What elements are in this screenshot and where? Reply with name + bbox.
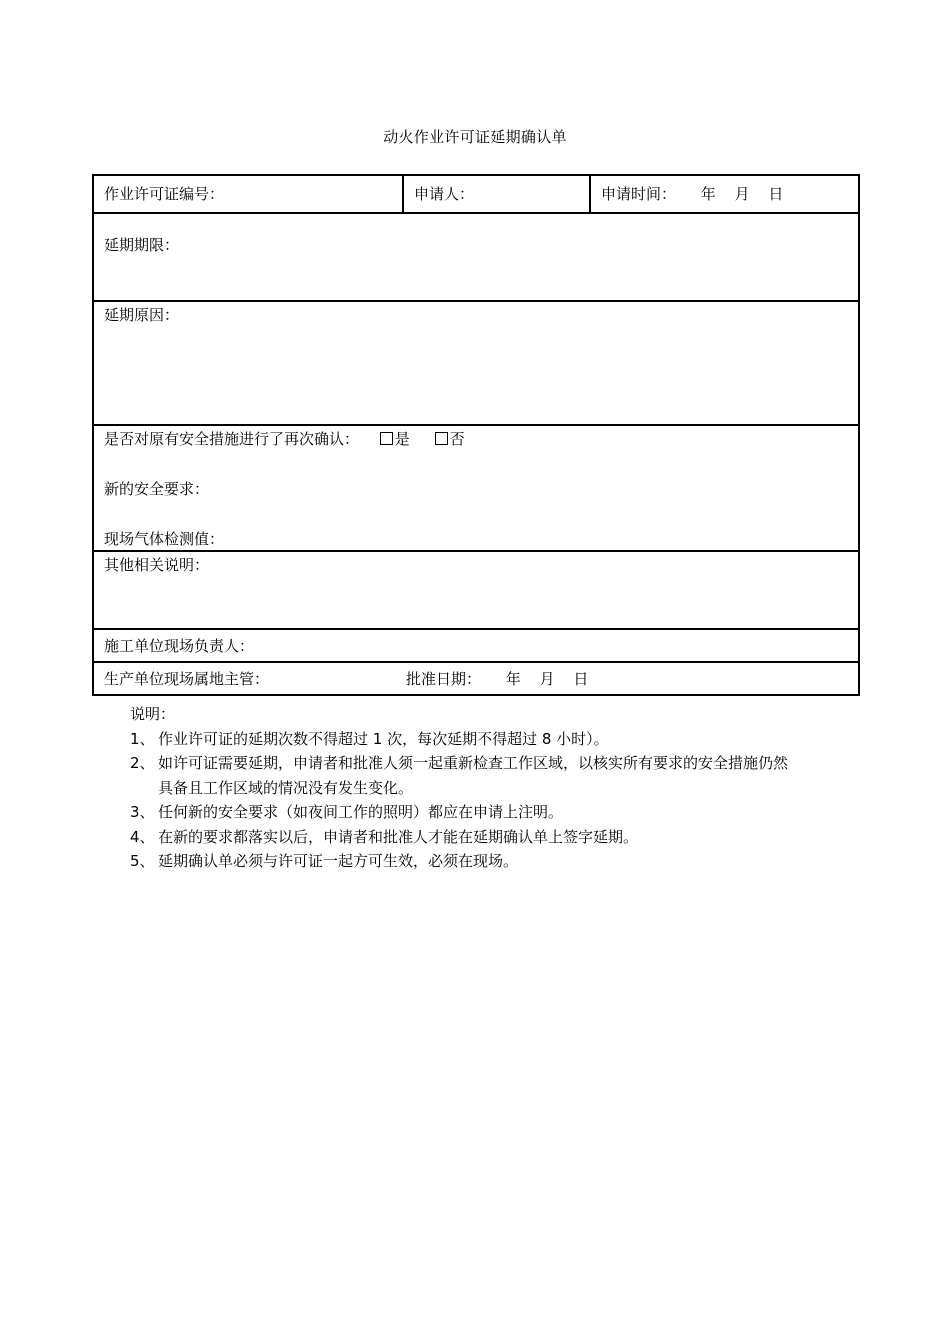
page-title: 动火作业许可证延期确认单 bbox=[383, 128, 567, 146]
production-supervisor-cell[interactable] bbox=[93, 662, 859, 695]
reconfirm-no-option[interactable] bbox=[435, 430, 465, 448]
contractor-lead-label: 施工单位现场负责人： bbox=[104, 636, 255, 655]
other-notes-cell[interactable] bbox=[93, 551, 859, 629]
note-item bbox=[130, 849, 830, 874]
apply-day-label: 日 bbox=[768, 185, 784, 203]
note-item bbox=[130, 800, 830, 825]
gas-test-value[interactable] bbox=[104, 530, 858, 548]
checkbox-yes[interactable] bbox=[380, 432, 393, 445]
note-item bbox=[130, 825, 830, 850]
new-safety-label: 新的安全要求： bbox=[104, 480, 210, 498]
notes-heading: 说明： bbox=[130, 705, 176, 723]
note-number: 4、 bbox=[130, 827, 155, 846]
extension-period-cell[interactable] bbox=[93, 213, 859, 301]
permit-number-cell[interactable] bbox=[93, 175, 403, 213]
note-number: 3、 bbox=[130, 803, 155, 821]
applicant-cell[interactable] bbox=[403, 175, 590, 213]
extension-form-table bbox=[92, 174, 860, 696]
notes-section bbox=[130, 702, 830, 874]
extension-period-label: 延期期限： bbox=[104, 236, 180, 254]
new-safety-requirements[interactable] bbox=[104, 480, 858, 530]
apply-time-label: 申请时间： bbox=[601, 185, 677, 203]
note-item bbox=[130, 727, 830, 752]
apply-year-label: 年 bbox=[700, 185, 716, 203]
contractor-lead-cell[interactable] bbox=[93, 629, 859, 662]
note-text: 作业许可证的延期次数不得超过 1 次，每次延期不得超过 8 小时）。 bbox=[158, 729, 609, 748]
note-text: 在新的要求都落实以后，申请者和批准人才能在延期确认单上签字延期。 bbox=[158, 827, 639, 846]
note-number: 1、 bbox=[130, 729, 155, 748]
applicant-label: 申请人： bbox=[414, 185, 475, 203]
note-item bbox=[130, 751, 830, 800]
option-no-label: 否 bbox=[449, 430, 465, 448]
production-supervisor-label: 生产单位现场属地主管： bbox=[104, 669, 270, 688]
safety-confirmation-cell bbox=[93, 425, 859, 551]
apply-month-label: 月 bbox=[734, 185, 750, 203]
note-number: 2、 bbox=[130, 754, 155, 772]
gas-test-label: 现场气体检测值： bbox=[104, 530, 225, 548]
note-number: 5、 bbox=[130, 852, 155, 870]
approval-day-label: 日 bbox=[573, 669, 589, 688]
note-text: 如许可证需要延期，申请者和批准人须一起重新检查工作区域，以核实所有要求的安全措施仍然具备且工作区域的情况没有发生变化。 bbox=[158, 754, 789, 797]
note-text: 延期确认单必须与许可证一起方可生效，必须在现场。 bbox=[158, 852, 519, 870]
approval-date-label: 批准日期： bbox=[406, 669, 482, 688]
approval-year-label: 年 bbox=[505, 669, 521, 688]
other-notes-label: 其他相关说明： bbox=[104, 556, 210, 574]
extension-reason-cell[interactable] bbox=[93, 301, 859, 425]
permit-number-label: 作业许可证编号： bbox=[104, 185, 225, 203]
reconfirm-yes-option[interactable] bbox=[380, 430, 410, 448]
note-text: 任何新的安全要求（如夜间工作的照明）都应在申请上注明。 bbox=[158, 803, 564, 821]
option-yes-label: 是 bbox=[394, 430, 410, 448]
checkbox-no[interactable] bbox=[435, 432, 448, 445]
apply-time-cell[interactable] bbox=[590, 175, 859, 213]
extension-reason-label: 延期原因： bbox=[104, 306, 180, 324]
reconfirm-label: 是否对原有安全措施进行了再次确认： bbox=[104, 430, 360, 448]
approval-month-label: 月 bbox=[539, 669, 555, 688]
